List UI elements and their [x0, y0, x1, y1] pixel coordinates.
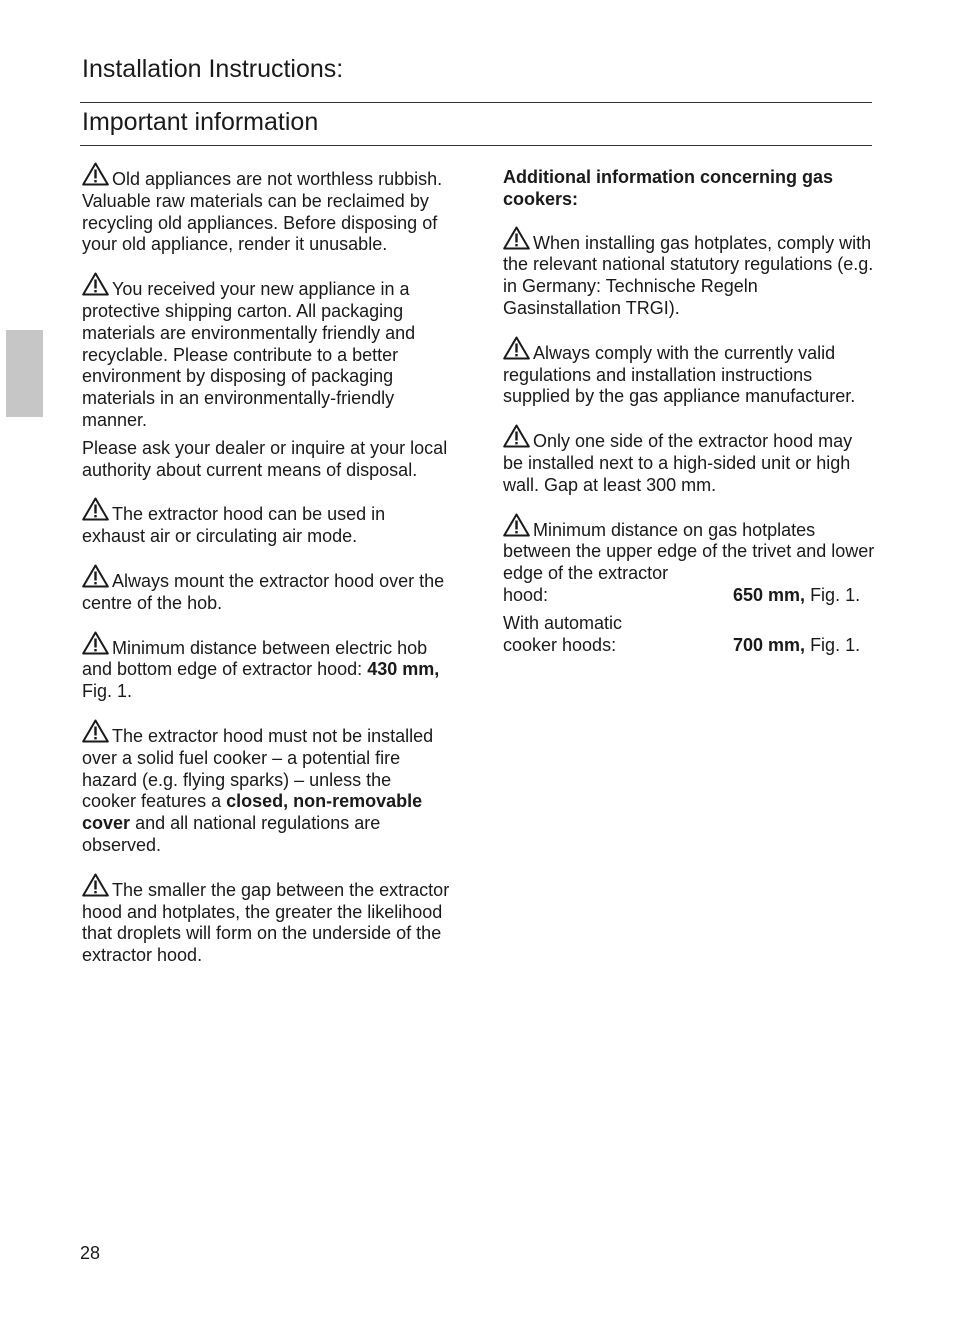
paragraph-electric-distance: Minimum distance between electric hob and bottom edge of extractor hood: 430 mm, Fig. 1.: [82, 631, 450, 703]
paragraph-droplets: The smaller the gap between the extractor hood and hotplates, the greater the likelihood that droplets will form on the underside of the extractor hood.: [82, 873, 450, 967]
distance-value-automatic: 700 mm, Fig. 1.: [733, 634, 861, 655]
paragraph-air-mode: The extractor hood can be used in exhaust air or circulating air mode.: [82, 497, 450, 548]
page-header-title: Installation Instructions:: [82, 55, 344, 83]
distance-value: 430 mm,: [367, 659, 440, 680]
page-number: 28: [80, 1243, 101, 1263]
paragraph-gas-regulations: When installing gas hotplates, comply with the relevant national statutory regulations (e.g. in Germany: Technische Regeln Gasinstallation TRGI).: [503, 226, 875, 320]
section-title: Important information: [82, 108, 319, 136]
left-column: [82, 162, 450, 983]
paragraph-manufacturer-instructions: Always comply with the currently valid regulations and installation instructions supplied by the gas appliance manufacturer.: [503, 336, 875, 408]
warning-icon: [82, 631, 109, 655]
warning-icon: [82, 564, 109, 588]
paragraph-packaging: You received your new appliance in a protective shipping carton. All packaging materials are environmentally friendly and recyclable. Please contribute to a better environment by disposing of packaging materials in an environmentally-friendly manner.: [82, 272, 450, 432]
gas-cookers-heading: Additional information concerning gas cookers:: [503, 167, 834, 209]
warning-icon: [82, 272, 109, 296]
distance-value-hood: 650 mm, Fig. 1.: [733, 584, 861, 605]
paragraph-automatic-hoods: With automatic cooker hoods: 700 mm, Fig. 1.: [503, 613, 875, 657]
paragraph-one-side: Only one side of the extractor hood may be installed next to a high-sided unit or high wall. Gap at least 300 mm.: [503, 424, 875, 496]
paragraph-recycling: Old appliances are not worthless rubbish. Valuable raw materials can be reclaimed by recycling old appliances. Before disposing of your old appliance, render it unusable.: [82, 162, 450, 256]
warning-icon: [82, 873, 109, 897]
paragraph-mount-centre: Always mount the extractor hood over the centre of the hob.: [82, 564, 450, 615]
warning-icon: [503, 424, 530, 448]
paragraph-gas-distance: Minimum distance on gas hotplates between the upper edge of the trivet and lower edge of the extractor hood: 650 mm, Fig. 1.: [503, 513, 875, 607]
warning-icon: [503, 513, 530, 537]
warning-icon: [82, 497, 109, 521]
header-rule-bottom: [80, 145, 872, 146]
paragraph-solid-fuel: The extractor hood must not be installed over a solid fuel cooker – a potential fire hazard (e.g. flying sparks) – unless the cooker features a closed, non-removable cover and all national regulations are observed.: [82, 719, 450, 857]
right-column: [503, 167, 875, 672]
warning-icon: [82, 162, 109, 186]
warning-icon: [503, 336, 530, 360]
paragraph-disposal: Please ask your dealer or inquire at your local authority about current means of disposal.: [82, 437, 448, 480]
header-rule-top: [80, 102, 872, 103]
warning-icon: [82, 719, 109, 743]
warning-icon: [503, 226, 530, 250]
distance-row-automatic: cooker hoods: 700 mm, Fig. 1.: [503, 634, 861, 655]
distance-row-hood: hood: 650 mm, Fig. 1.: [503, 584, 861, 605]
section-tab-marker: [6, 330, 43, 417]
